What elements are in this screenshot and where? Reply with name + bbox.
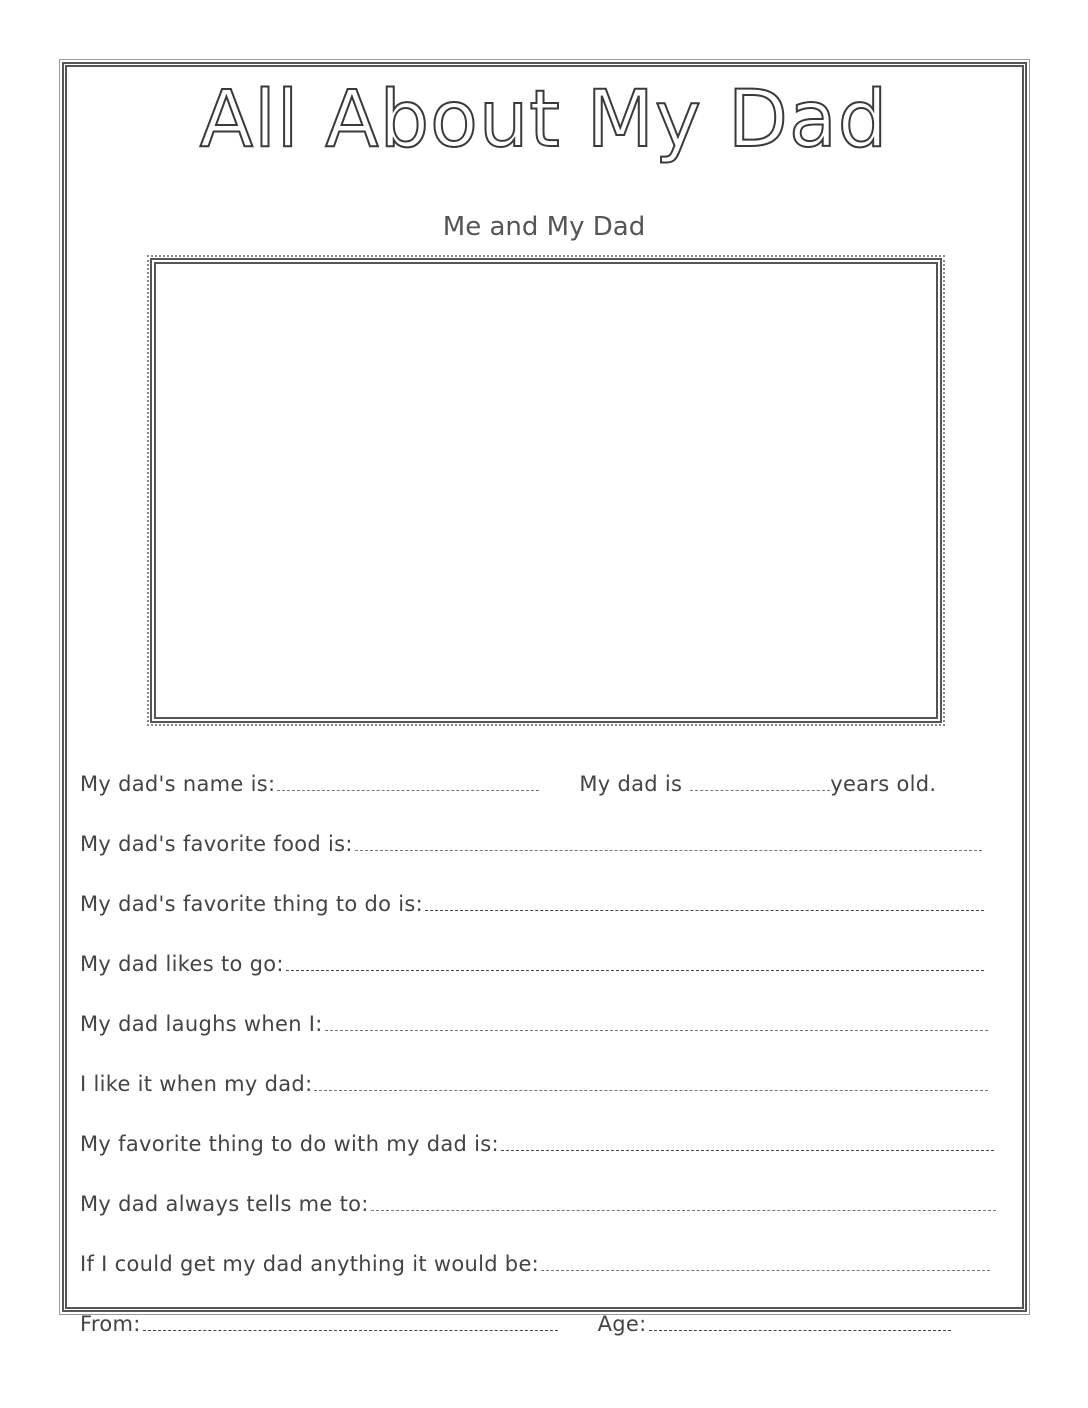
row-anything — [80, 1216, 1000, 1276]
row-laughs — [80, 976, 1000, 1036]
row-thing — [80, 856, 1000, 916]
photo-caption: Me and My Dad — [442, 212, 646, 242]
from-blank[interactable] — [143, 1330, 558, 1331]
age-label: Age: — [597, 1312, 647, 1336]
with-dad-blank[interactable] — [501, 1150, 994, 1151]
name-blank[interactable] — [277, 790, 539, 791]
go-blank[interactable] — [286, 970, 984, 971]
worksheet-title: All About My Dad — [199, 75, 889, 165]
child-age-blank[interactable] — [649, 1330, 951, 1331]
dad-age-blank[interactable] — [690, 790, 830, 791]
thing-blank[interactable] — [425, 910, 984, 911]
food-blank[interactable] — [355, 850, 982, 851]
age-prefix-label: My dad is — [579, 772, 683, 796]
from-label: From: — [80, 1312, 141, 1336]
tells-blank[interactable] — [371, 1210, 996, 1211]
laughs-label: My dad laughs when I: — [80, 1012, 323, 1036]
like-blank[interactable] — [314, 1090, 988, 1091]
anything-blank[interactable] — [541, 1270, 990, 1271]
anything-label: If I could get my dad anything it would be: — [80, 1252, 540, 1276]
row-from-age — [80, 1276, 1000, 1336]
age-suffix-label: years old. — [830, 772, 937, 796]
fill-in-lines — [80, 736, 1000, 1336]
row-name-age — [80, 736, 1000, 796]
with-dad-label: My favorite thing to do with my dad is: — [80, 1132, 499, 1156]
tells-label: My dad always tells me to: — [80, 1192, 369, 1216]
go-label: My dad likes to go: — [80, 952, 284, 976]
photo-frame[interactable] — [150, 258, 942, 723]
row-with-dad — [80, 1096, 1000, 1156]
row-tells — [80, 1156, 1000, 1216]
row-like — [80, 1036, 1000, 1096]
laughs-blank[interactable] — [325, 1030, 988, 1031]
row-food — [80, 796, 1000, 856]
row-go — [80, 916, 1000, 976]
like-label: I like it when my dad: — [80, 1072, 313, 1096]
thing-label: My dad's favorite thing to do is: — [80, 892, 424, 916]
name-label: My dad's name is: — [80, 772, 276, 796]
food-label: My dad's favorite food is: — [80, 832, 353, 856]
